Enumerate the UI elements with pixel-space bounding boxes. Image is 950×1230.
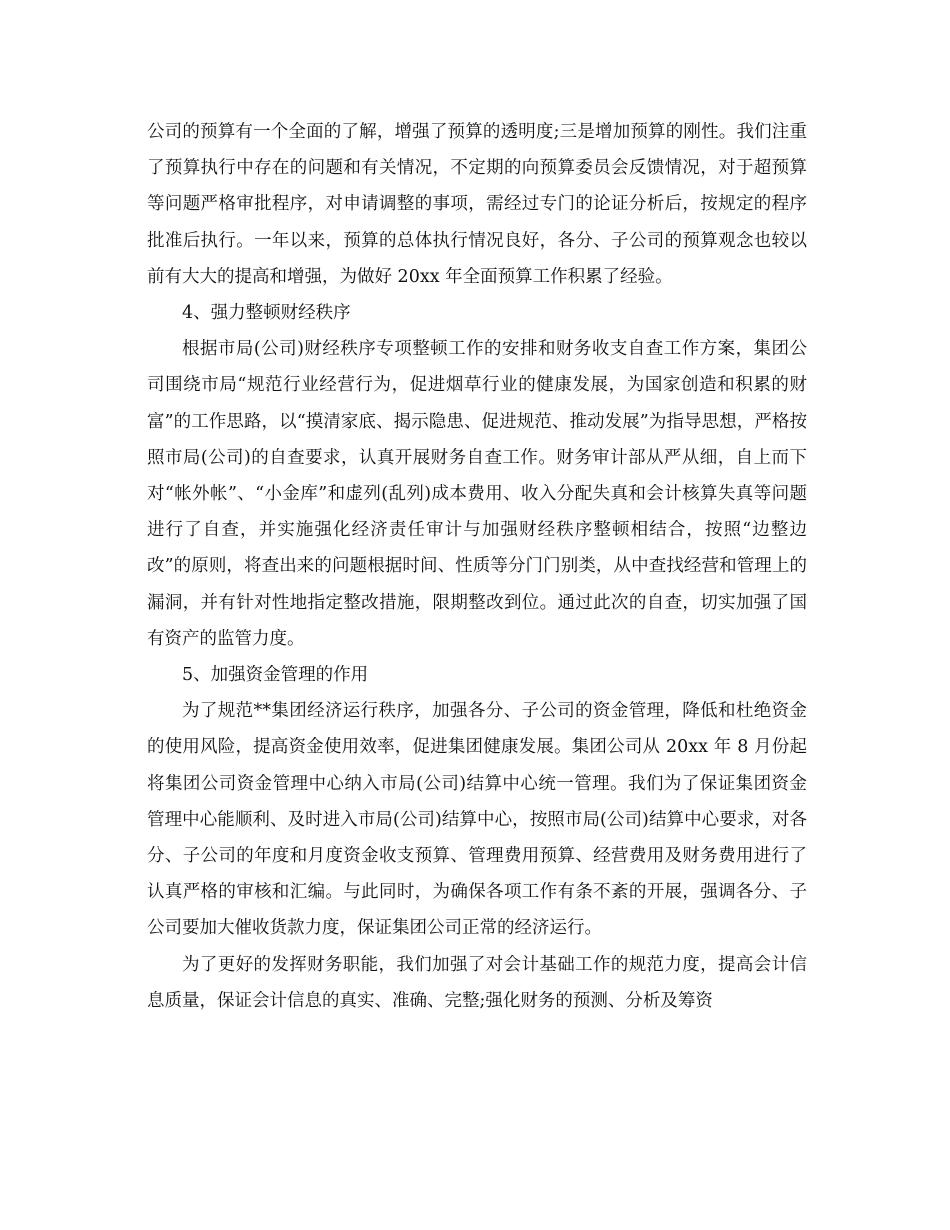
- paragraph-fund-management: 为了规范**集团经济运行秩序，加强各分、子公司的资金管理，降低和杜绝资金的使用风险，提高资金使用效率，促进集团健康发展。集团公司从 20xx 年 8 月份起将集团公司资金管理中心纳入市局(公司)结算中心统一管理。我们为了保证集团资金管理中心能顺利、及时进入市局(公司)结算中心，按照市局(公司)结算中心要求，对各分、子公司的年度和月度资金收支预算、管理费用预算、经营费用及财务费用进行了认真严格的审核和汇编。与此同时，为确保各项工作有条不紊的开展，强调各分、子公司要加大催收货款力度，保证集团公司正常的经济运行。: [147, 701, 807, 939]
- paragraph-financial-order: 根据市局(公司)财经秩序专项整顿工作的安排和财务收支自查工作方案，集团公司围绕市局“规范行业经营行为，促进烟草行业的健康发展，为国家创造和积累的财富”的工作思路，以“摸清家底、揭示隐患、促进规范、推动发展”为指导思想，严格按照市局(公司)的自查要求，认真开展财务自查工作。财务审计部从严从细，自上而下对“帐外帐”、“小金库”和虚列(乱列)成本费用、收入分配失真和会计核算失真等问题进行了自查，并实施强化经济责任审计与加强财经秩序整顿相结合，按照“边整边改”的原则，将查出来的问题根据时间、性质等分门门别类，从中查找经营和管理上的漏洞，并有针对性地指定整改措施，限期整改到位。通过此次的自查，切实加强了国有资产的监管力度。: [147, 339, 807, 649]
- paragraph-accounting-basics: 为了更好的发挥财务职能，我们加强了对会计基础工作的规范力度，提高会计信息质量，保证会计信息的真实、准确、完整;强化财务的预测、分析及筹资: [147, 954, 807, 1011]
- paragraph-continuation: 公司的预算有一个全面的了解，增强了预算的透明度;三是增加预算的刚性。我们注重了预算执行中存在的问题和有关情况，不定期的向预算委员会反馈情况，对于超预算等问题严格审批程序，对申请调整的事项，需经过专门的论证分析后，按规定的程序批准后执行。一年以来，预算的总体执行情况良好，各分、子公司的预算观念也较以前有大大的提高和增强，为做好 20xx 年全面预算工作积累了经验。: [147, 122, 807, 287]
- section-heading-5: 5、加强资金管理的作用: [182, 665, 369, 686]
- document-body: [147, 114, 807, 1019]
- section-heading-4: 4、强力整顿财经秩序: [182, 303, 351, 324]
